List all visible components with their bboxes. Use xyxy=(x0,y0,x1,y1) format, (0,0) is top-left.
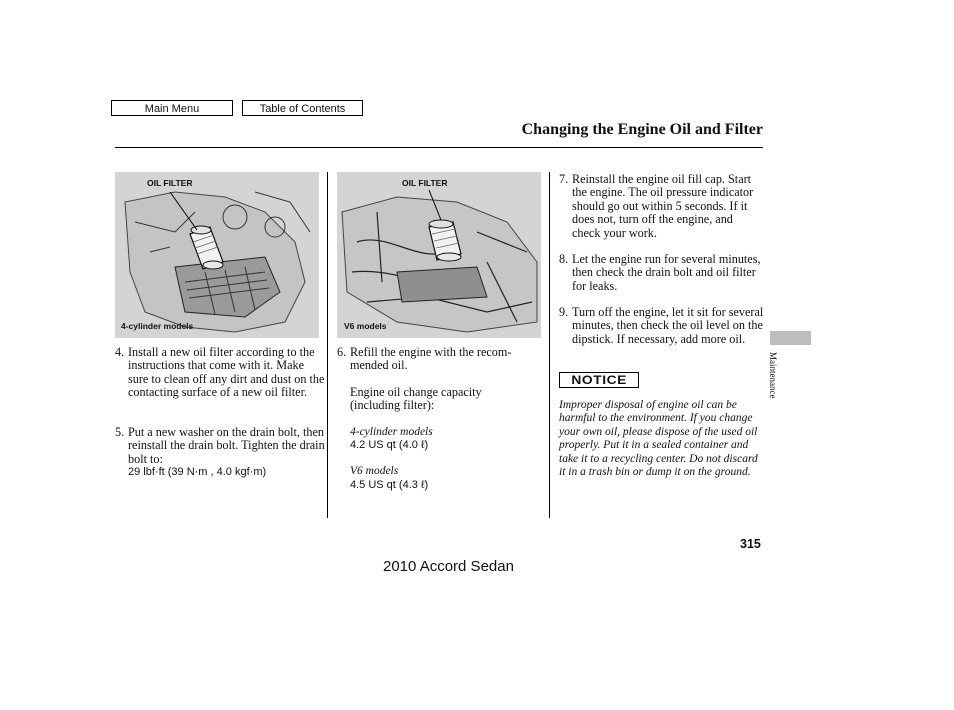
table-of-contents-button[interactable]: Table of Contents xyxy=(242,100,363,116)
oil-filter-label: OIL FILTER xyxy=(402,178,448,188)
main-menu-button[interactable]: Main Menu xyxy=(111,100,233,116)
column-divider-2 xyxy=(549,172,550,518)
step-number: 9. xyxy=(559,305,569,319)
page-title: Changing the Engine Oil and Filter xyxy=(521,121,763,138)
step-4 xyxy=(115,346,325,400)
step-number: 8. xyxy=(559,252,569,266)
step-6 xyxy=(337,346,537,492)
cyl4-capacity: 4.2 US qt (4.0 ℓ) xyxy=(350,439,429,452)
oil-filter-label: OIL FILTER xyxy=(147,178,193,188)
v6-label: V6 models xyxy=(350,465,399,478)
step-number: 5. xyxy=(115,425,125,439)
notice-text: Improper disposal of engine oil can be harmful to the environment. If you change your own oil, please dispose of the used oil properly. Put it in a sealed container and take it to a recycling center. Do not discard it in a trash bin or dump it on the ground. xyxy=(559,399,758,479)
engine-illustration-4cyl xyxy=(115,172,319,338)
header-rule xyxy=(115,147,763,148)
step-text: Reinstall the engine oil fill cap. Start the engine. The oil pressure indicator should go out within 5 seconds. If it does not, turn off the engine, and check your work. xyxy=(572,172,754,240)
step-5 xyxy=(115,426,327,480)
figure-4-cylinder-oil-filter xyxy=(115,172,319,338)
step-text: Put a new washer on the drain bolt, then reinstall the drain bolt. Tighten the drain bolt to: xyxy=(128,425,325,466)
cyl4-label: 4-cylinder models xyxy=(350,425,433,438)
step-9 xyxy=(559,306,765,346)
figure-caption: V6 models xyxy=(344,321,387,331)
step-text: Install a new oil filter according to the instructions that come with it. Make sure to clean off any dirt and dust on the contacting surface of a new oil filter. xyxy=(128,345,325,400)
figure-caption: 4-cylinder models xyxy=(121,321,194,331)
engine-illustration-v6 xyxy=(337,172,541,338)
v6-capacity: 4.5 US qt (4.3 ℓ) xyxy=(350,478,429,491)
step-number: 7. xyxy=(559,172,569,186)
torque-spec: 29 lbf·ft (39 N·m , 4.0 kgf·m) xyxy=(128,466,267,479)
page-number: 315 xyxy=(740,537,761,551)
capacity-label: Engine oil change capacity (including filter): xyxy=(350,384,482,413)
column-divider-1 xyxy=(327,172,328,518)
figure-v6-oil-filter xyxy=(337,172,541,338)
step-text: Turn off the engine, let it sit for several minutes, then check the oil level on the dipstick. If necessary, add more oil. xyxy=(572,305,764,346)
step-number: 4. xyxy=(115,345,125,359)
section-tab xyxy=(770,331,811,345)
section-tab-label: Maintenance xyxy=(768,352,778,399)
step-text: Let the engine run for several minutes, then check the drain bolt and oil filter for leaks. xyxy=(572,252,761,293)
step-7 xyxy=(559,173,763,240)
step-number: 6. xyxy=(337,345,347,359)
step-text: Refill the engine with the recom-mended oil. xyxy=(350,345,512,373)
notice-badge: NOTICE xyxy=(559,372,639,388)
step-8 xyxy=(559,253,763,293)
vehicle-model: 2010 Accord Sedan xyxy=(383,558,514,575)
